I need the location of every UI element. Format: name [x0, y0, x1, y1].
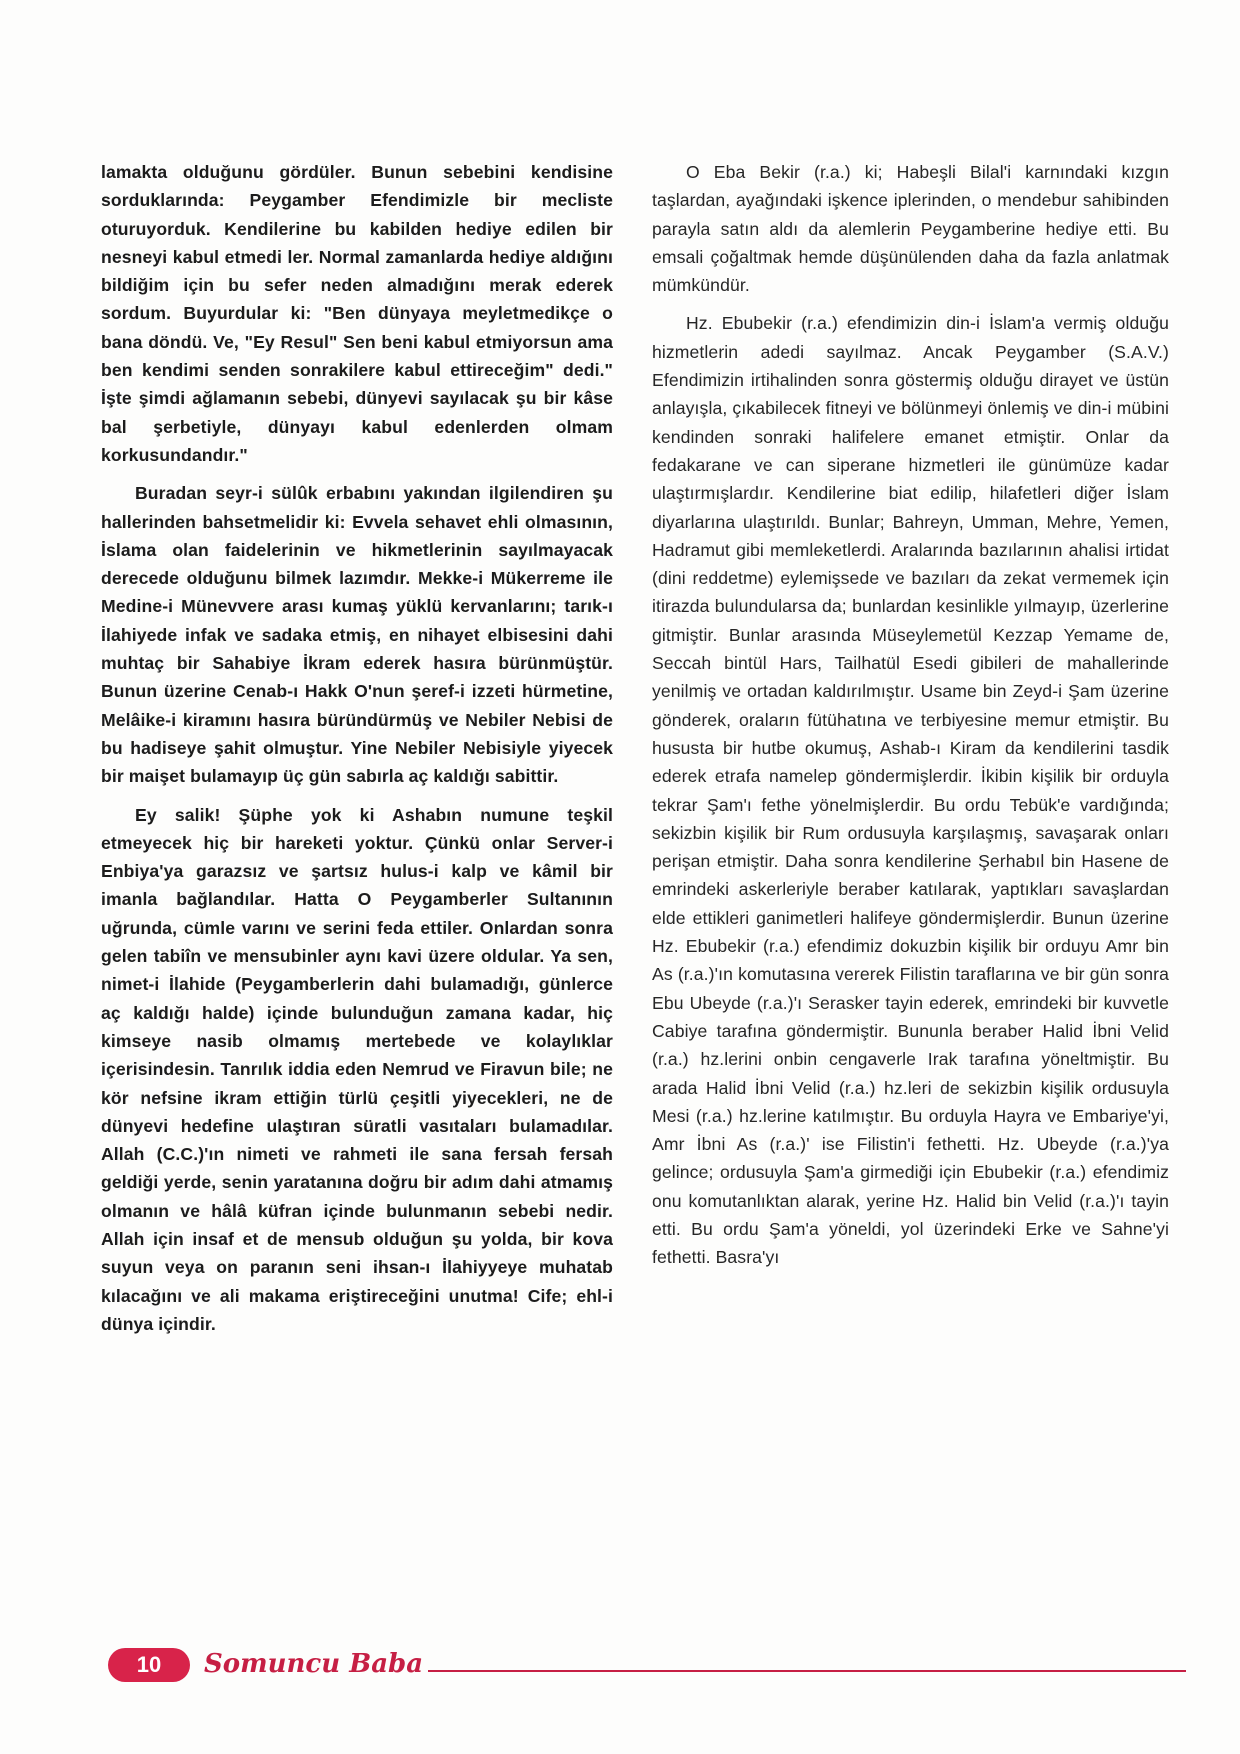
- right-text-column: [652, 158, 1169, 1282]
- paragraph: Hz. Ebubekir (r.a.) efendimizin din-i İslam'a vermiş olduğu hizmetlerin adedi sayılmaz. Ancak Peygamber (S.A.V.) Efendimizin irtihalinden sonra göstermiş olduğu dirayet ve üstün anlayışla, çıkabilecek fitneyi ve bölünmeyi önlemiş ve din-i mübini kendinden sonraki halifelere emanet etmiştir. Onlar da fedakarane ve can siperane hizmetleri ile günümüze kadar ulaştırmışlardır. Kendilerine biat edilip, hilafetleri diğer İslam diyarlarına ulaştırıldı. Bunlar; Bahreyn, Umman, Mehre, Yemen, Hadramut gibi memleketlerdi. Aralarında bazılarının ahalisi irtidat (dini reddetme) eylemişsede ve bazıları da zekat vermemek için itirazda bulundularsa da; bunlardan kesinlikle yılmayıp, üzerlerine gitmiştir. Bunlar arasında Müseylemetül Kezzap Yemame de, Seccah bintül Hars, Tailhatül Esedi gibileri de mahallerinde yenilmiş ve ortadan kaldırılmıştır. Usame bin Zeyd-i Şam üzerine gönderek, oraların fütühatına ve terbiyesine memur etmiştir. Bu hususta bir hutbe okumuş, Ashab-ı Kiram da kendilerini tasdik ederek etrafa namelер göndermişlerdir. İkibin kişilik bir orduyla tekrar Şam'ı fethe yönelmişlerdir. Bu ordu Tebük'e vardığında; sekizbin kişilik bir Rum ordusuyla karşılaşmış, savaşarak onları perişan etmiştir. Daha sonra kendilerine Şerhabıl bin Hasene de emrindeki askerleriyle beraber katılarak, yaptıkları savaşlardan elde ettikleri ganimetleri halifeye göndermişlerdir. Bunun üzerine Hz. Ebubekir (r.a.) efendimiz dokuzbin kişilik bir orduyu Amr bin As (r.a.)'ın komutasına vererek Filistin taraflarına ve bir gün sonra Ebu Ubeyde (r.a.)'ı Serasker tayin ederek, emrindeki bir kuvvetle Cabiye tarafına göndermiştir. Bununla beraber Halid İbni Velid (r.a.) hz.lerini onbin cengaverle Irak tarafına yöneltmiştir. Bu arada Halid İbni Velid (r.a.) hz.leri de sekizbin kişilik ordusuyla Mesi (r.a.) hz.lerine katılmıştır. Bu orduyla Hayra ve Embariye'yi, Amr İbni As (r.a.)' ise Filistin'i fethetti. Hz. Ubeyde (r.a.)'ya gelince; ordusuyla Şam'a girmediği için Ebubekir (r.a.) efendimiz onu komutanlıktan alarak, yerine Hz. Halid bin Velid (r.a.)'ı tayin etti. Bu ordu Şam'a yöneldi, yol üzerindeki Erke ve Sahne'yi fethetti. Basra'yı: [652, 313, 1169, 1268]
- paragraph: Buradan seyr-i sülûk erbabını yakından ilgilendiren şu hallerinden bahsetmelidir ki: Evvela sehavet ehli olmasının, İslama olan faidelerinin ve hikmetlerinin sayılmayacak derecede olduğunu bilmek lazımdır. Mekke-i Mükerreme ile Medine-i Münevvere arası kumaş yüklü kervanlarını; tarık-ı İlahiyede infak ve sadaka etmiş, en nihayet elbisesini dahi muhtaç bir Sahabiye İkram ederek hasıra bürünmüştür. Bunun üzerine Cenab-ı Hakk O'nun şeref-i izzeti hürmetine, Melâike-i kiramını hasıra büründürmüş ve Nebiler Nebisi de bu hadiseye şahit olmuştur. Yine Nebiler Nebisiyle yiyecek bir maişet bulamayıp üç gün sabırla aç kaldığı sabittir.: [101, 483, 613, 787]
- paragraph: O Eba Bekir (r.a.) ki; Habeşli Bilal'i karnındaki kızgın taşlardan, ayağındaki işkence iplerinden, o mendebur sahibinden parayla satın aldı da alemlerin Peygamberine hediye etti. Bu emsali çoğaltmak hemde düşünülenden daha da fazla anlatmak mümkündür.: [652, 162, 1169, 296]
- paragraph: lamakta olduğunu gördüler. Bunun sebebini kendisine sorduklarında: Peygamber Efendimizle bir mecliste oturuyorduk. Kendilerine bu kabilden hediye edilen bir nesneyi kabul etmedi ler. Normal zamanlarda hediye aldığını bildiğim için bu sefer neden almadığını merak ederek sordum. Buyurdular ki: "Ben dünyaya meyletmedikçe o bana döndü. Ve, "Ey Resul" Sen beni kabul etmiyorsun ama ben kendimi senden sonrakilere kabul ettireceğim" dedi." İşte şimdi ağlamanın sebebi, dünyevi sayılacak şu bir kâse bal şerbetiyle, dünyayı kabul edenlerden olmam korkusundandır.": [101, 162, 613, 465]
- page-footer: [108, 1648, 1188, 1688]
- left-text-column: [101, 158, 613, 1348]
- page-number-badge: 10: [108, 1648, 190, 1682]
- publication-title: Somuncu Baba: [204, 1649, 424, 1679]
- footer-divider: [428, 1670, 1186, 1672]
- paragraph: Ey salik! Şüphe yok ki Ashabın numune teşkil etmeyecek hiç bir hareketi yoktur. Çünkü onlar Server-i Enbiya'ya garazsız ve şartsız hulus-i kalp ve kâmil bir imanla bağlandılar. Hatta O Peygamberler Sultanının uğrunda, cümle varını ve serini feda ettiler. Onlardan sonra gelen tabiîn ve mensubinler aynı kavi üzere oldular. Ya sen, nimet-i İlahide (Peygamberlerin dahi bulamadığı, günlerce aç kaldığı halde) içinde bulunduğun zamana kadar, hiç kimseye nasib olmamış mertebede ve kolaylıklar içerisindesin. Tanrılık iddia eden Nemrud ve Firavun bile; ne kör nefsine ikram ettiğin türlü çeşitli yiyecekleri, ne de dünyevi hedefine ulaştıran süratli vasıtaları bulamadılar. Allah (C.C.)'ın nimeti ve rahmeti ile sana fersah fersah geldiği yerde, senin yaratanına doğru bir adım dahi atmamış olmanın ve hâlâ küfran içinde bulunmanın sebebi nedir. Allah için insaf et de mensub olduğun şu yolda, bir kova suyun veya on paranın seni ihsan-ı İlahiyyeye muhatab kılacağını ve ali makama eriştireceğini unutma! Cife; ehl-i dünya içindir.: [101, 804, 613, 1334]
